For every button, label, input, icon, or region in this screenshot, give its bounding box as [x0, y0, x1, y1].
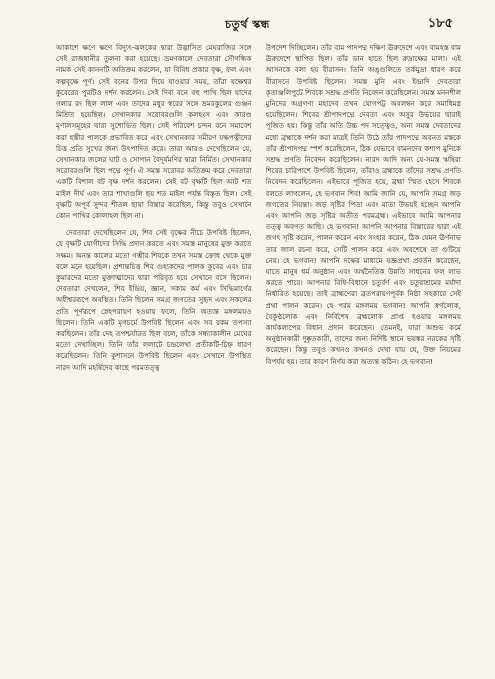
left-column: [56, 42, 252, 662]
page-header: [0, 14, 495, 36]
text-columns: [56, 42, 461, 662]
page-number: ১৮৫: [427, 16, 453, 31]
right-column: [266, 42, 462, 662]
paragraph: আকাশে ক্ষণে ক্ষণে বিদ্যুৎ-ঝলকের দ্বারা উদ্ভাসিত মেঘরাজির সঙ্গে সেই রাজধানীর তুলনা করা হয়েছে। ভ্রমণকালে দেবতারা সৌগন্ধিক নামক সেই কাননটি অতিক্রম করলেন, যা বিবিধ প্রকার বৃক্ষ, ফল এবং কল্পবৃক্ষে পূর্ণ। সেই বনের উপর দিয়ে যাওয়ার সময়, তাঁরা যক্ষেশ্বর কুবেরের পুরটিও দর্শন করলেন। সেই দিব্য বনে বহু পাখি ছিল যাদের গলার রং ছিল লাল এবং তাদের মধুর স্বরের সঙ্গে ভ্রমরকুলের গুঞ্জন মিশ্রিত হয়েছিল। সেখানকার সরোবরগুলি কলহংস এবং কারণ্ড মৃণালসমূহের দ্বারা সুশোভিত ছিল। সেই পরিবেশ চন্দন বনে সমাবেশ করা হস্তীর পালকে প্রভাবিত করে এবং সেখানকার সমীরণ যক্ষপত্নীদের চিত্ত প্রতি সুখের জন্য উৎপাদিত করে। তারা আরও দেখেছিলেন যে, সেখানকার জলের ঘাট ও সোপান বৈদূর্যমণির দ্বারা নির্মিত। সেখানকার সরোবরগুলি ছিল পদ্মে পূর্ণ। ঐ সমস্ত সরোবর অতিক্রম করে দেবতারা একটি বিশাল বট বৃক্ষ দর্শন করলেন। সেই বট বৃক্ষটি ছিল আট শত মাইল দীর্ঘ এবং তার শাখাগুলি ছয় শত মাইল পর্যন্ত বিস্তৃত ছিল। সেই বৃক্ষটি অপূর্ব সুন্দর শীতল ছায়া বিস্তার করেছিল, কিন্তু তবুও সেখানে কোন পাখির কোলাহল ছিল না।: [56, 43, 252, 221]
paragraph: দেবতারা দেখেছিলেন যে, শিব সেই বৃক্ষের নীচে উপবিষ্ট ছিলেন, যে বৃক্ষটি যোগীদের সিদ্ধি প্রদান করতে এবং সমস্ত মানুষের মুক্ত করতে সক্ষম। অনন্ত কালের মতো গম্ভীর শিবকে তখন সমস্ত ক্রোধ থেকে মুক্ত বলে মনে হয়েছিল। প্রশান্তচিত্ত শিব গুহ্যকদের পালক কুবের এবং চার কুমারদের মতো মুক্তাত্মাদের দ্বারা পরিবৃত হয়ে সেখানে বসে ছিলেন। দেবতারা দেখলেন, শিব ইন্দ্রিয়, জ্ঞান, সকাম কর্ম এবং সিদ্ধিমার্গের অধীশ্বররূপে অবস্থিত। তিনি ছিলেন সমগ্র জগতের সুহৃদ এবং সকলের প্রতি পূর্ণরূপে স্নেহপরায়ণ হওয়ায় ফলে, তিনি অত্যন্ত মঙ্গলময়ও ছিলেন। তিনি একটি মৃগচর্মে উপবিষ্ট ছিলেন এবং সব রকম তপস্যা করছিলেন। তাঁর দেহ তপশ্চর্যারত ছিল বলে, তাঁকে সন্ধ্যাকালীন মেঘের মতো দেখাচ্ছিল। তিনি তাঁর ললাটে চন্দ্রলেখা প্রতীকটি-চিহ্ন ধারণ করেছিলেন। তিনি কুশাসনে উপবিষ্ট ছিলেন এবং সেখানে উপস্থিত নারদ আদি মহর্ষিদের কাছে পরমতত্ত্ব: [56, 228, 252, 372]
chapter-title: চতুৰ্থ স্কন্ধ: [225, 18, 270, 31]
paragraph: উপদেশ দিচ্ছিলেন। তাঁর বাম পাদপদ্ম দক্ষিণ ঊরুদেশে এবং বামহস্ত বাম ঊরুদেশে স্থাপিত ছিল। তাঁর ডান হাতে ছিল রুদ্রাক্ষের মালা। এই আসনকে বলা হয় বীরাসন। তিনি অঙ্গুলিতে তর্কমুদ্রা ধারণ করে বীরাসনে উপবিষ্ট ছিলেন। সমস্ত মুনি এবং ইন্দ্রাদি দেবতারা কৃতাঞ্জলিপুটে শিবকে সশ্রদ্ধ প্রণতি নিবেদন করেছিলেন। সমস্ত মননশীল মুনিদের অগ্রগণ্য মহাদেব তখন যোগপট্ট অবলম্বন করে সমাধিমগ্ন হয়েছিলেন। শিবের শ্রীপাদপদ্মে দেবতা এবং অসুর উভয়ের দ্বারাই পূজিত হয়। কিন্তু তাঁর অতি উচ্চ পদ সত্ত্বেও, অন্য সমস্ত দেবতাদের মধ্যে ব্রহ্মাকে দর্শন করা মাত্রই তিনি উঠে তাঁর পাদপদ্মে অবনত মস্তকে তাঁর শ্রীপাদপদ্ম স্পর্শ করেছিলেন, ঠিক যেভাবে বামনদেব কশ্যপ মুনিকে সশ্রদ্ধ প্রণতি নিবেদন করেছিলেন। নারদ আদি অন্য যে-সমস্ত ঋষিরা শিবের চারিপাশে উপবিষ্ট ছিলেন, তাঁরাও ব্রহ্মাকে তাঁদের সশ্রদ্ধ প্রণতি নিবেদন করেছিলেন। এইভাবে পূজিত হয়ে, ব্রহ্মা স্মিত হেসে শিবকে বলতে লাগলেন, হে ভগবান শিব! আমি জানি যে, আপনি সমগ্র জড় জগতের নিয়ন্তা। জড় সৃষ্টির পিতা এবং মাতা উভয়ই হচ্ছেন আপনি এবং আপনি জড় সৃষ্টির অতীত পরমব্রহ্ম। এইভাবে আমি আপনার তত্ত্ব অবগত আছি। হে ভগবান! আপনি আপনার বিস্তারের দ্বারা এই জগৎ সৃষ্টি করেন, পালন করেন এবং সংহার করেন, ঠিক যেমন ঊর্ণনাভ তার জাল রচনা করে, সেটি পালন করে এবং অবশেষে তা গুটিয়ে নেয়। হে ভগবান! আপনি দক্ষের মাধ্যমে যজ্ঞপ্রথা প্রবর্তন করেছেন, যাতে মানুষ ধর্ম অনুষ্ঠান এবং অর্থনৈতিক উন্নতি সাধনের ফল লাভ করতে পারে। আপনার বিধি-বিধানে চতুর্বর্ণ এবং চতুরাশ্রমের মর্যাদা নির্ধারিত হয়েছে। তাই ব্রাহ্মণেরা ব্রতপরায়ণপূর্বক নিষ্ঠা সহকারে সেই প্রথা পালন করেন। হে পরম মঙ্গলময় ভগবান! আপনি স্বর্গলোক, বৈকুণ্ঠলোক এবং নির্বিশেষ ব্রহ্মলোক প্রাপ্ত হওয়ার মঙ্গলময় কার্যকলাপের বিধান প্রদান করেছেন। তেমনই, যারা অশুভ কর্মে অনুষ্ঠানকারী দুষ্কৃতকারী, তাদের জন্য নির্দিষ্ট স্থানে ভয়ঙ্কর নরকের সৃষ্টি করেছেন। কিন্তু তবুও কখনও কখনও দেখা যায় যে, উক্ত নিয়মের বিপর্যয় হয়। তার কারণ নির্ণয় করা অত্যন্ত কঠিন। হে ভগবান!: [265, 43, 461, 366]
